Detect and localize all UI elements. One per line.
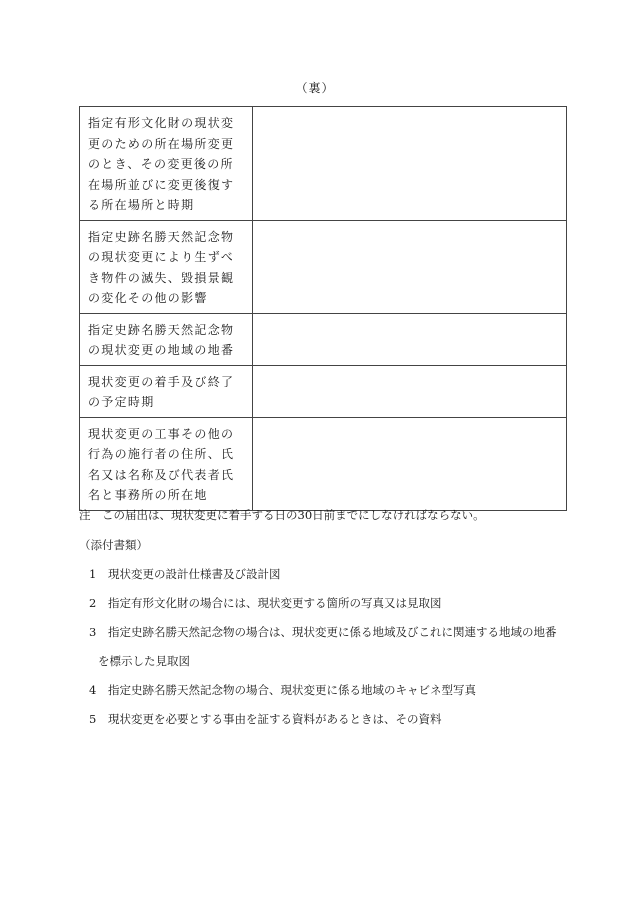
attachment-number: 3 xyxy=(89,625,97,639)
table-row xyxy=(80,365,567,417)
row-value-field[interactable] xyxy=(253,107,567,221)
row-label: 現状変更の着手及び終了の予定時期 xyxy=(80,365,253,417)
attachment-text: 現状変更の設計仕様書及び設計図 xyxy=(108,567,281,581)
page-heading: （裏） xyxy=(295,81,335,95)
filing-note: 注 この届出は、現状変更に着手する日の30日前までにしなければならない。 xyxy=(79,508,485,522)
attachment-number: 4 xyxy=(89,683,97,697)
row-label: 指定有形文化財の現状変更のための所在場所変更のとき、その変更後の所在場所並びに変更後復する所在場所と時期 xyxy=(80,107,253,221)
attachment-item xyxy=(89,682,476,698)
attachment-number: 2 xyxy=(89,596,97,610)
attachment-item xyxy=(89,624,557,640)
attachment-text: 指定史跡名勝天然記念物の場合、現状変更に係る地域のキャビネ型写真 xyxy=(108,683,476,697)
row-label: 現状変更の工事その他の行為の施行者の住所、氏名又は名称及び代表者氏名と事務所の所在地 xyxy=(80,417,253,510)
table-row xyxy=(80,417,567,510)
table-row xyxy=(80,107,567,221)
row-value-field[interactable] xyxy=(253,220,567,313)
attachment-item xyxy=(89,711,442,727)
attachment-number: 5 xyxy=(89,712,97,726)
row-value-field[interactable] xyxy=(253,313,567,365)
attachment-item xyxy=(89,566,281,582)
attachment-text: 現状変更を必要とする事由を証する資料があるときは、その資料 xyxy=(108,712,442,726)
table-row xyxy=(80,220,567,313)
attachment-item-continuation xyxy=(98,653,190,669)
row-value-field[interactable] xyxy=(253,417,567,510)
attachment-number: 1 xyxy=(89,567,97,581)
row-label: 指定史跡名勝天然記念物の現状変更の地域の地番 xyxy=(80,313,253,365)
table-row xyxy=(80,313,567,365)
attachments-heading: （添付書類） xyxy=(79,538,148,552)
attachment-text: を標示した見取図 xyxy=(98,654,190,668)
attachment-text: 指定史跡名勝天然記念物の場合は、現状変更に係る地域及びこれに関連する地域の地番 xyxy=(108,625,557,639)
attachment-text: 指定有形文化財の場合には、現状変更する箇所の写真又は見取図 xyxy=(108,596,442,610)
form-table xyxy=(79,106,567,511)
row-label: 指定史跡名勝天然記念物の現状変更により生ずべき物件の滅失、毀損景観の変化その他の影響 xyxy=(80,220,253,313)
attachment-item xyxy=(89,595,442,611)
row-value-field[interactable] xyxy=(253,365,567,417)
